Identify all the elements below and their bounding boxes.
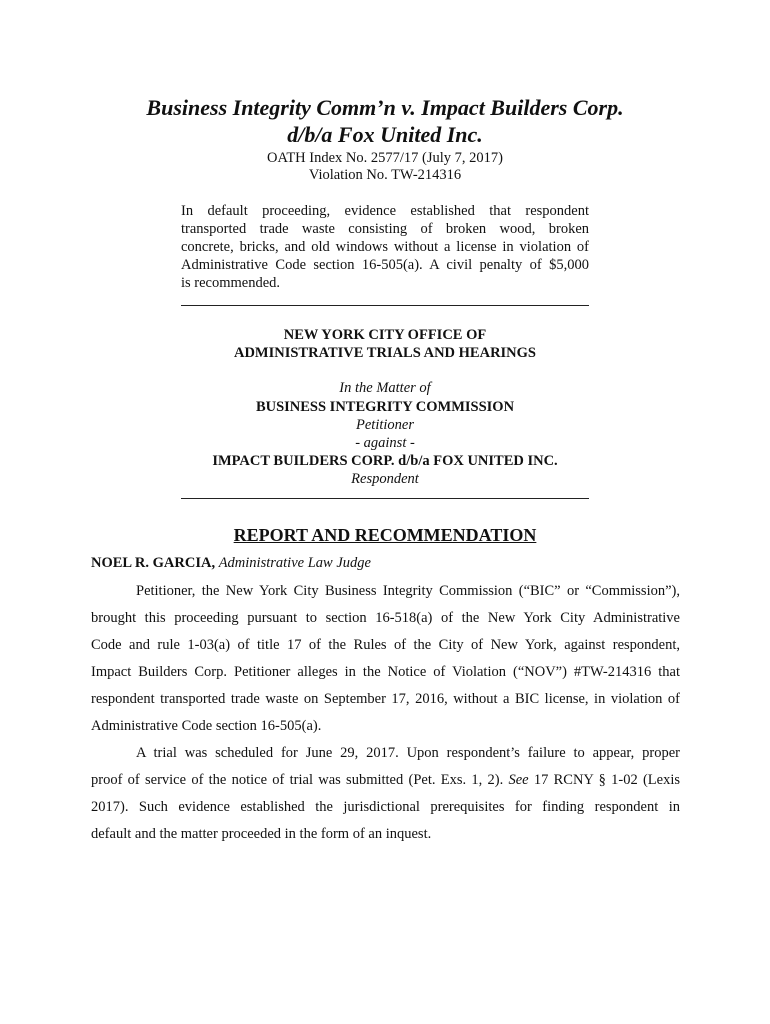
case-title-line-1: Business Integrity Comm’n v. Impact Builders Corp. [146,95,624,120]
summary-line: is recommended. [181,275,281,291]
petitioner-name: BUSINESS INTEGRITY COMMISSION [255,399,515,415]
summary-line: In default proceeding, evidence established that respondent [181,203,589,219]
paragraph-1-line: respondent transported trade waste on September 17, 2016, without a BIC license, in violation of [91,691,680,707]
petitioner-label: Petitioner [356,417,414,433]
report-title [0,524,770,546]
matter-intro: In the Matter of [339,380,431,396]
see-signal: See [508,772,529,788]
judge-line [91,554,371,572]
paragraph-1-line: Petitioner, the New York City Business Integrity Commission (“BIC” or “Commission”), [136,583,680,599]
paragraph-2-line: default and the matter proceeded in the form of an inquest. [91,826,432,842]
judge-name: NOEL R. GARCIA, [91,555,216,571]
respondent-name: IMPACT BUILDERS CORP. d/b/a FOX UNITED INC. [212,453,558,469]
violation-number: Violation No. TW-214316 [308,167,462,183]
paragraph-1-line: Administrative Code section 16-505(a). [91,718,322,734]
case-title-line-2: d/b/a Fox United Inc. [287,122,483,147]
report-title-text: REPORT AND RECOMMENDATION [233,525,537,545]
paragraph-2-line: A trial was scheduled for June 29, 2017. Upon respondent’s failure to appear, proper [136,745,680,761]
agency-name-line-2: ADMINISTRATIVE TRIALS AND HEARINGS [233,345,536,361]
summary-line: Administrative Code section 16-505(a). A civil penalty of $5,000 [181,257,589,273]
paragraph-2-text: proof of service of the notice of trial was submitted (Pet. Exs. 1, 2). [91,772,509,788]
paragraph-1-line: Impact Builders Corp. Petitioner alleges in the Notice of Violation (“NOV”) #TW-214316 that [91,664,680,680]
agency-name-line-1: NEW YORK CITY OFFICE OF [283,327,487,343]
judge-title: Administrative Law Judge [218,555,371,571]
summary-line: concrete, bricks, and old windows without a license in violation of [181,239,589,255]
summary-line: transported trade waste consisting of broken wood, broken [181,221,589,237]
paragraph-2-line: 2017). Such evidence established the jurisdictional prerequisites for finding respondent in [91,799,680,815]
divider-bottom [181,498,589,499]
paragraph-2-line [91,771,680,789]
respondent-label: Respondent [351,471,419,487]
against-label: - against - [355,435,415,451]
paragraph-2-text: 17 RCNY § 1-02 (Lexis [528,772,680,788]
case-summary [181,202,589,292]
divider-top [181,305,589,306]
oath-index: OATH Index No. 2577/17 (July 7, 2017) [266,150,503,166]
paragraph-1-line: Code and rule 1-03(a) of title 17 of the Rules of the City of New York, against respondent, [91,637,680,653]
paragraph-1-line: brought this proceeding pursuant to section 16-518(a) of the New York City Administrative [91,610,680,626]
